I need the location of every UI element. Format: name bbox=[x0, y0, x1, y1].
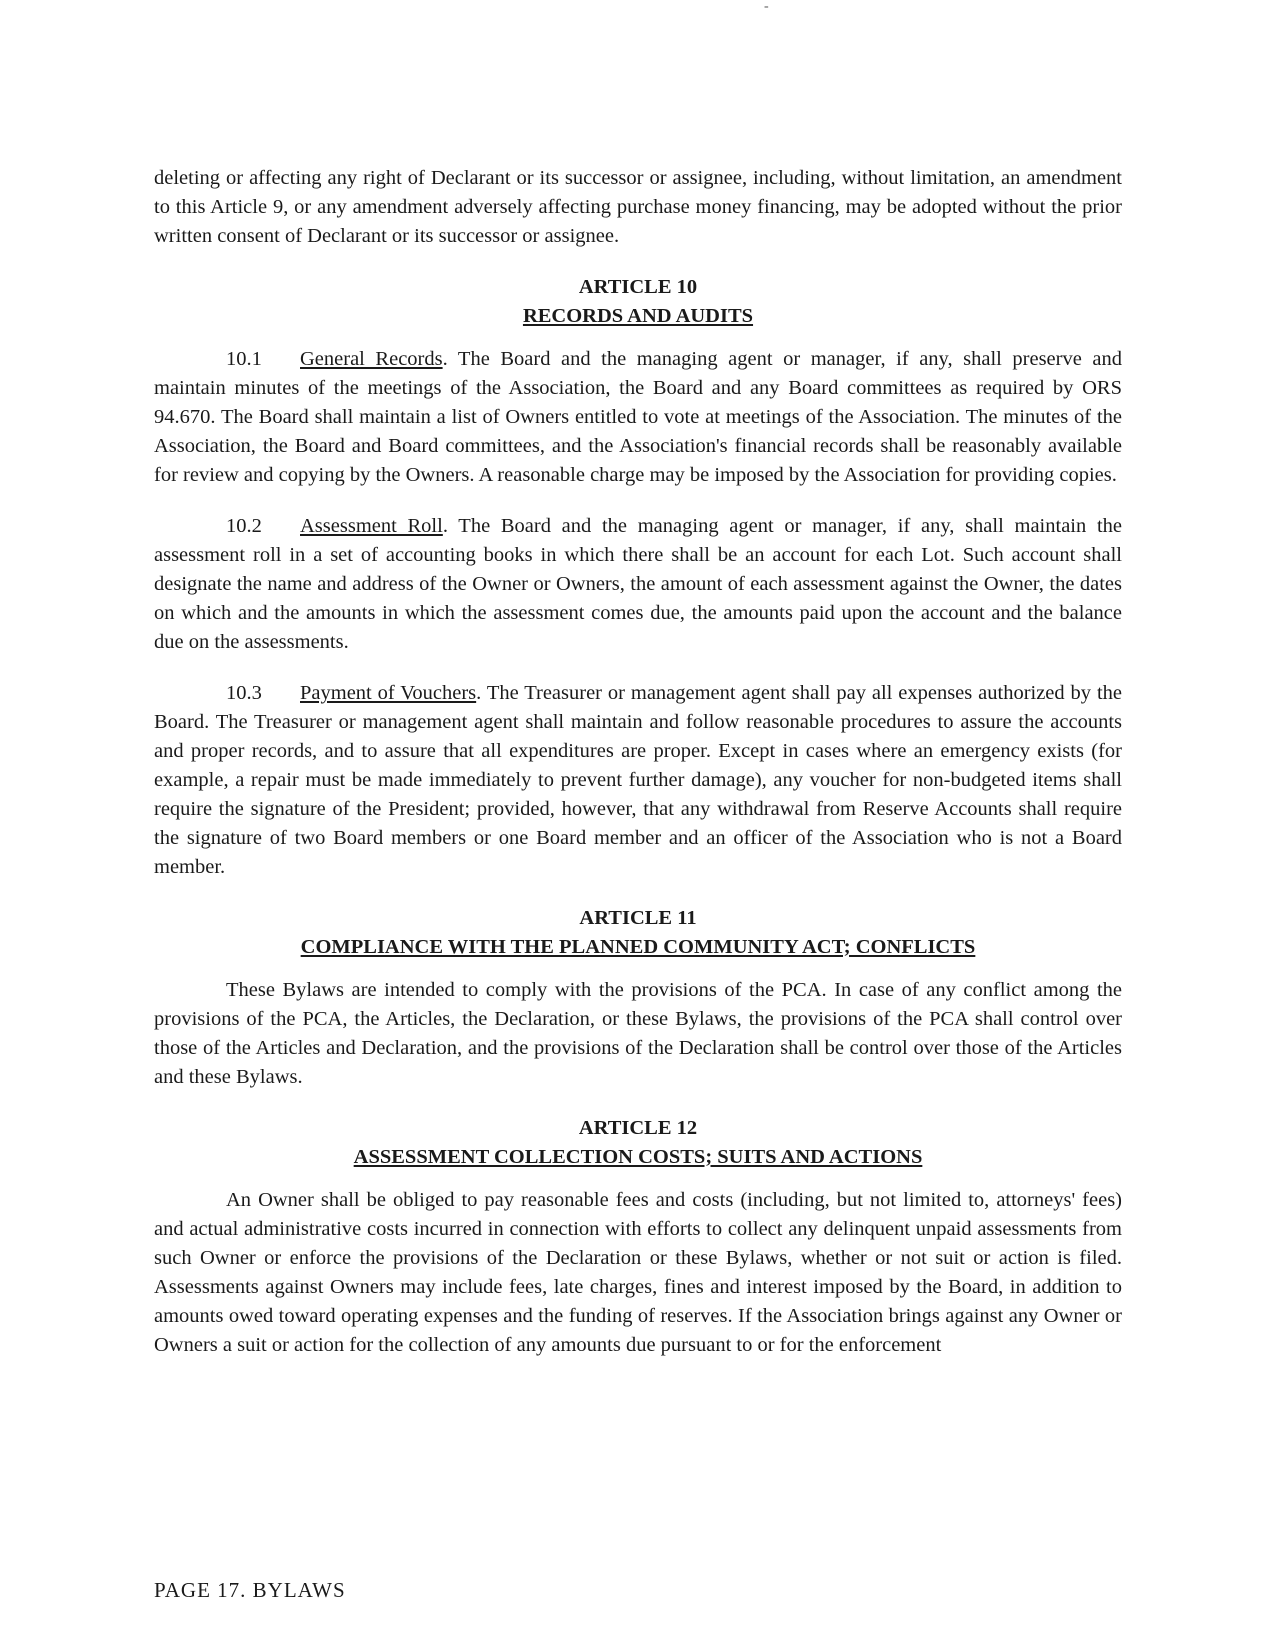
article-11-title: COMPLIANCE WITH THE PLANNED COMMUNITY ACT; CONFLICTS bbox=[300, 936, 976, 958]
article-11-heading bbox=[154, 904, 1122, 962]
section-10-2: 10.2 Assessment Roll. The Board and the managing agent or manager, if any, shall maintain the assessment roll in a set of accounting books in which there shall be an account for each Lot. Such account shall designate the name and address of the Owner or Owners, the amount of each assessment against the Owner, the dates on which and the amounts in which the assessment comes due, the amounts paid upon the account and the balance due on the assessments. bbox=[154, 512, 1122, 657]
document-page bbox=[154, 164, 1122, 1360]
section-10-3-number: 10.3 bbox=[226, 682, 262, 704]
section-10-1-text: The Board and the managing agent or manager, if any, shall preserve and maintain minutes of the meetings of the Association, the Board and any Board committees as required by ORS 94.670. The Board shall maintain a list of Owners entitled to vote at meetings of the Association. The minutes of the Association, the Board and Board committees, and the Association's financial records shall be reasonably available for review and copying by the Owners. A reasonable charge may be imposed by the Association for providing copies. bbox=[154, 348, 1122, 486]
article-12-title: ASSESSMENT COLLECTION COSTS; SUITS AND ACTIONS bbox=[353, 1146, 923, 1168]
article-12-paragraph: An Owner shall be obliged to pay reasonable fees and costs (including, but not limited to, attorneys' fees) and actual administrative costs incurred in connection with efforts to collect any delinquent unpaid assessments from such Owner or enforce the provisions of the Declaration or these Bylaws, whether or not suit or action is filed. Assessments against Owners may include fees, late charges, fines and interest imposed by the Board, in addition to amounts owed toward operating expenses and the funding of reserves. If the Association brings against any Owner or Owners a suit or action for the collection of any amounts due pursuant to or for the enforcement bbox=[154, 1189, 1122, 1356]
section-10-1-number: 10.1 bbox=[226, 348, 262, 370]
section-10-2-heading: Assessment Roll bbox=[300, 515, 443, 537]
article-10-title: RECORDS AND AUDITS bbox=[522, 305, 754, 327]
section-10-3: 10.3 Payment of Vouchers. The Treasurer or management agent shall pay all expenses authorized by the Board. The Treasurer or management agent shall maintain and follow reasonable procedures to assure the accounts and proper records, and to assure that all expenditures are proper. Except in cases where an emergency exists (for example, a repair must be made immediately to prevent further damage), any voucher for non-budgeted items shall require the signature of the President; provided, however, that any withdrawal from Reserve Accounts shall require the signature of two Board members or one Board member and an officer of the Association who is not a Board member. bbox=[154, 679, 1122, 882]
section-10-2-text: The Board and the managing agent or manager, if any, shall maintain the assessment roll in a set of accounting books in which there shall be an account for each Lot. Such account shall designate the name and address of the Owner or Owners, the amount of each assessment against the Owner, the dates on which and the amounts in which the assessment comes due, the amounts paid upon the account and the balance due on the assessments. bbox=[154, 515, 1122, 653]
section-10-2-number: 10.2 bbox=[226, 515, 262, 537]
section-10-3-heading: Payment of Vouchers bbox=[300, 682, 477, 704]
intro-paragraph: deleting or affecting any right of Declarant or its successor or assignee, including, without limitation, an amendment to this Article 9, or any amendment adversely affecting purchase money financing, may be adopted without the prior written consent of Declarant or its successor or assignee. bbox=[154, 167, 1122, 247]
article-11-label: ARTICLE 11 bbox=[579, 907, 697, 929]
section-10-1: 10.1 General Records. The Board and the managing agent or manager, if any, shall preserve and maintain minutes of the meetings of the Association, the Board and any Board committees as required by ORS 94.670. The Board shall maintain a list of Owners entitled to vote at meetings of the Association. The minutes of the Association, the Board and Board committees, and the Association's financial records shall be reasonably available for review and copying by the Owners. A reasonable charge may be imposed by the Association for providing copies. bbox=[154, 345, 1122, 490]
article-11-paragraph: These Bylaws are intended to comply with the provisions of the PCA. In case of any conflict among the provisions of the PCA, the Articles, the Declaration, or these Bylaws, the provisions of the PCA shall control over those of the Articles and Declaration, and the provisions of the Declaration shall be control over those of the Articles and these Bylaws. bbox=[154, 979, 1122, 1088]
section-10-3-text: The Treasurer or management agent shall pay all expenses authorized by the Board. The Treasurer or management agent shall maintain and follow reasonable procedures to assure the accounts and proper records, and to assure that all expenditures are proper. Except in cases where an emergency exists (for example, a repair must be made immediately to prevent further damage), any voucher for non-budgeted items shall require the signature of the President; provided, however, that any withdrawal from Reserve Accounts shall require the signature of two Board members or one Board member and an officer of the Association who is not a Board member. bbox=[154, 682, 1122, 878]
article-10-heading bbox=[154, 273, 1122, 331]
section-10-1-heading: General Records bbox=[300, 348, 443, 370]
top-mark: - bbox=[764, 0, 769, 14]
article-12-label: ARTICLE 12 bbox=[578, 1117, 698, 1139]
article-12-heading bbox=[154, 1114, 1122, 1172]
article-10-label: ARTICLE 10 bbox=[578, 276, 698, 298]
page-footer: PAGE 17. BYLAWS bbox=[154, 1578, 346, 1602]
